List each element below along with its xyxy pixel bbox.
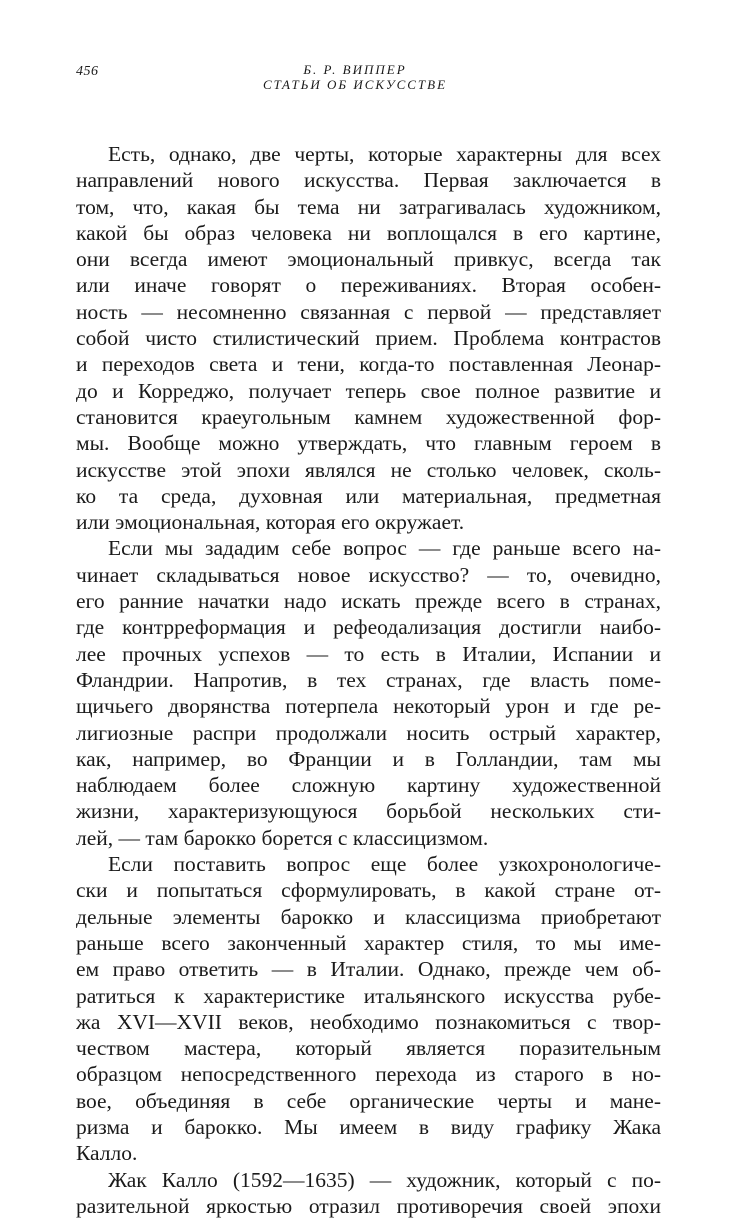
body-text <box>76 141 661 1219</box>
text-line: дельные элементы барокко и классицизма приобретают <box>76 904 661 929</box>
text-line: становится краеугольным камнем художественной фор- <box>76 404 661 429</box>
text-line: образцом непосредственного перехода из старого в но- <box>76 1062 661 1087</box>
text-line: или иначе говорят о переживаниях. Вторая особен- <box>76 273 661 298</box>
text-line: искусстве этой эпохи являлся не столько человек, сколь- <box>76 457 661 482</box>
text-line: жизни, характеризующуюся борьбой нескольких сти- <box>76 799 661 824</box>
text-line: какой бы образ человека ни воплощался в его картине, <box>76 220 661 245</box>
running-head <box>230 62 480 92</box>
text-line: разительной яркостью отразил противоречия своей эпохи <box>76 1193 661 1218</box>
text-line: они всегда имеют эмоциональный привкус, всегда так <box>76 247 661 272</box>
text-line: его ранние начатки надо искать прежде всего в странах, <box>76 589 661 614</box>
text-line: ратиться к характеристике итальянского искусства рубе- <box>76 983 661 1008</box>
text-line: чинает складываться новое искусство? — то, очевидно, <box>76 562 661 587</box>
text-line: Если мы зададим себе вопрос — где раньше всего на- <box>108 536 661 561</box>
text-line: направлений нового искусства. Первая заключается в <box>76 168 661 193</box>
text-line: лигиозные распри продолжали носить острый характер, <box>76 720 661 745</box>
text-line: Есть, однако, две черты, которые характерны для всех <box>108 142 661 166</box>
text-line: Фландрии. Напротив, в тех странах, где власть поме- <box>76 667 661 692</box>
text-line: мы. Вообще можно утверждать, что главным героем в <box>76 431 661 456</box>
text-line: ность — несомненно связанная с первой — представляет <box>76 299 661 324</box>
text-line: ризма и барокко. Мы имеем в виду графику Жака <box>76 1114 661 1139</box>
text-line: наблюдаем более сложную картину художественной <box>76 773 661 798</box>
text-line: ко та среда, духовная или материальная, предметная <box>76 483 661 508</box>
text-line: как, например, во Франции и в Голландии, там мы <box>76 746 661 771</box>
text-line: жа XVI—XVII веков, необходимо познакомиться с твор- <box>76 1009 661 1034</box>
text-line: собой чисто стилистический прием. Проблема контрастов <box>76 326 661 351</box>
running-head-title: СТАТЬИ ОБ ИСКУССТВЕ <box>262 77 448 92</box>
text-line: Жак Калло (1592—1635) — художник, который с по- <box>108 1167 661 1192</box>
text-line: Калло. <box>76 1141 138 1166</box>
text-line: щичьего дворянства потерпела некоторый урон и где ре- <box>76 694 661 719</box>
text-line: ем право ответить — в Италии. Однако, прежде чем об- <box>76 957 661 982</box>
text-line: где контрреформация и рефеодализация достигли наибо- <box>76 615 661 640</box>
text-line: и переходов света и тени, когда-то поставленная Леонар- <box>76 352 661 377</box>
text-line: до и Корреджо, получает теперь свое полное развитие и <box>76 378 661 403</box>
text-line: том, что, какая бы тема ни затрагивалась художником, <box>76 194 661 219</box>
page-number: 456 <box>76 64 99 79</box>
text-line: чеством мастера, который является поразительным <box>76 1036 661 1061</box>
text-line: Если поставить вопрос еще более узкохронологиче- <box>108 852 661 877</box>
text-line: или эмоциональная, которая его окружает. <box>76 510 465 535</box>
text-line: вое, объединяя в себе органические черты и мане- <box>76 1088 661 1113</box>
text-line: ски и попытаться сформулировать, в какой стране от- <box>76 878 661 903</box>
text-line: лее прочных успехов — то есть в Италии, Испании и <box>76 641 661 666</box>
text-line: лей, — там барокко борется с классицизмом. <box>76 825 489 850</box>
text-line: раньше всего законченный характер стиля, то мы име- <box>76 930 661 955</box>
running-head-author: Б. Р. ВИППЕР <box>303 62 407 77</box>
